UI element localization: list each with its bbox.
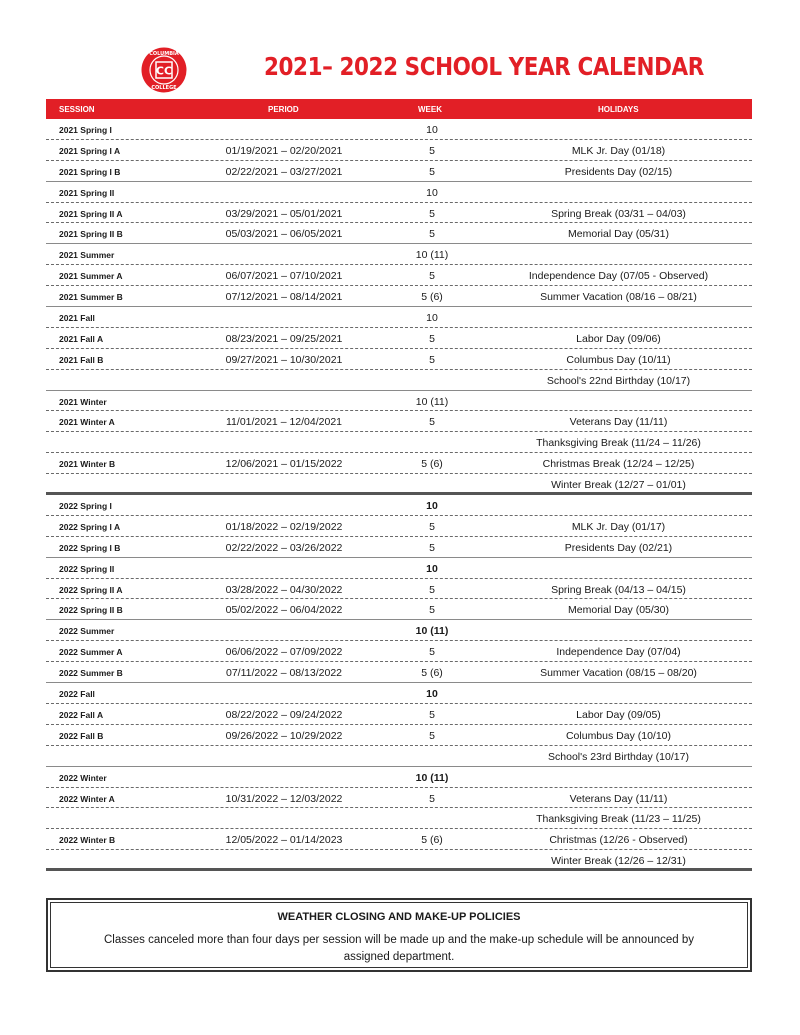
session-cell: 2021 Winter B xyxy=(59,459,116,470)
holiday-cell: Thanksgiving Break (11/23 – 11/25) xyxy=(536,813,701,826)
week-cell: 5 (6) xyxy=(421,834,443,847)
week-cell: 5 xyxy=(429,708,435,721)
holiday-cell: Labor Day (09/06) xyxy=(576,332,661,345)
holiday-cell: Memorial Day (05/30) xyxy=(568,604,669,617)
week-cell: 5 xyxy=(429,541,435,554)
table-row xyxy=(46,370,752,391)
week-cell: 10 (11) xyxy=(415,625,449,638)
session-cell: 2021 Spring I A xyxy=(59,145,121,156)
holiday-cell: Veterans Day (11/11) xyxy=(569,792,668,805)
table-row xyxy=(46,432,752,453)
session-cell: 2022 Winter A xyxy=(59,793,115,804)
week-cell: 5 xyxy=(429,207,435,220)
session-cell: 2022 Winter xyxy=(59,772,107,783)
table-row xyxy=(46,558,752,579)
session-cell: 2021 Winter A xyxy=(59,417,115,428)
period-cell: 10/31/2022 – 12/03/2022 xyxy=(225,792,343,805)
holiday-cell: Memorial Day (05/31) xyxy=(568,228,669,241)
table-row xyxy=(46,474,752,495)
session-cell: 2022 Spring II B xyxy=(59,605,123,616)
holiday-cell: Columbus Day (10/11) xyxy=(566,353,671,366)
period-cell: 08/22/2022 – 09/24/2022 xyxy=(225,708,343,721)
week-cell: 5 xyxy=(429,729,435,742)
policy-title: WEATHER CLOSING AND MAKE-UP POLICIES xyxy=(277,911,521,923)
holiday-cell: MLK Jr. Day (01/17) xyxy=(571,520,666,533)
session-cell: 2021 Spring II B xyxy=(59,229,123,240)
holiday-cell: Presidents Day (02/15) xyxy=(564,165,673,178)
table-row xyxy=(46,182,752,203)
week-cell: 10 (11) xyxy=(415,395,449,408)
table-row xyxy=(46,599,752,620)
table-row xyxy=(46,662,752,683)
holiday-cell: School's 22nd Birthday (10/17) xyxy=(546,374,691,387)
period-cell: 03/29/2021 – 05/01/2021 xyxy=(225,207,343,220)
holiday-cell: Summer Vacation (08/16 – 08/21) xyxy=(540,291,697,304)
week-cell: 5 xyxy=(429,604,435,617)
period-cell: 05/03/2021 – 06/05/2021 xyxy=(225,228,343,241)
table-row xyxy=(46,286,752,307)
session-cell: 2022 Spring I xyxy=(59,501,112,512)
period-cell: 02/22/2022 – 03/26/2022 xyxy=(225,541,343,554)
table-row xyxy=(46,161,752,182)
holiday-cell: Independence Day (07/04) xyxy=(556,646,681,659)
session-cell: 2022 Fall xyxy=(59,689,95,700)
week-cell: 5 xyxy=(429,165,435,178)
table-row xyxy=(46,349,752,370)
period-cell: 06/06/2022 – 07/09/2022 xyxy=(225,646,343,659)
table-row xyxy=(46,537,752,558)
table-row xyxy=(46,453,752,474)
session-cell: 2022 Summer xyxy=(59,626,115,637)
session-cell: 2021 Fall A xyxy=(59,333,104,344)
table-row xyxy=(46,223,752,244)
table-row xyxy=(46,850,752,871)
holiday-cell: Spring Break (03/31 – 04/03) xyxy=(551,207,686,220)
period-cell: 02/22/2021 – 03/27/2021 xyxy=(225,165,343,178)
session-cell: 2022 Spring I B xyxy=(59,542,121,553)
holiday-cell: Summer Vacation (08/15 – 08/20) xyxy=(540,667,697,680)
week-cell: 10 (11) xyxy=(415,249,449,262)
table-row xyxy=(46,829,752,850)
table-row xyxy=(46,307,752,328)
period-cell: 01/19/2021 – 02/20/2021 xyxy=(225,144,343,157)
session-cell: 2021 Winter xyxy=(59,396,107,407)
college-seal-logo xyxy=(141,47,187,93)
table-row xyxy=(46,704,752,725)
period-cell: 05/02/2022 – 06/04/2022 xyxy=(225,604,343,617)
calendar-table xyxy=(46,99,752,871)
holiday-cell: Winter Break (12/26 – 12/31) xyxy=(551,855,686,868)
period-cell: 07/11/2022 – 08/13/2022 xyxy=(226,667,342,680)
table-row xyxy=(46,746,752,767)
week-cell: 10 xyxy=(426,688,438,701)
table-body xyxy=(46,119,752,871)
period-cell: 06/07/2021 – 07/10/2021 xyxy=(225,270,343,283)
session-cell: 2021 Spring I B xyxy=(59,166,121,177)
session-cell: 2022 Winter B xyxy=(59,835,116,846)
svg-text:COLUMBIA: COLUMBIA xyxy=(149,51,179,57)
week-cell: 10 xyxy=(426,500,438,513)
holiday-cell: Labor Day (09/05) xyxy=(576,708,661,721)
holiday-cell: Independence Day (07/05 - Observed) xyxy=(528,270,709,283)
session-cell: 2022 Summer A xyxy=(59,647,123,658)
period-cell: 12/06/2021 – 01/15/2022 xyxy=(225,458,343,471)
week-cell: 5 xyxy=(429,583,435,596)
session-cell: 2021 Summer B xyxy=(59,292,123,303)
session-cell: 2022 Fall B xyxy=(59,730,104,741)
svg-text:COLLEGE: COLLEGE xyxy=(151,85,177,91)
week-cell: 10 xyxy=(426,562,438,575)
table-row xyxy=(46,767,752,788)
week-cell: 5 xyxy=(429,520,435,533)
table-row xyxy=(46,203,752,224)
period-cell: 11/01/2021 – 12/04/2021 xyxy=(226,416,342,429)
session-cell: 2021 Summer A xyxy=(59,271,123,282)
header-holidays: HOLIDAYS xyxy=(598,105,639,114)
table-row xyxy=(46,495,752,516)
table-row xyxy=(46,119,752,140)
week-cell: 5 xyxy=(429,144,435,157)
week-cell: 10 (11) xyxy=(415,771,449,784)
week-cell: 5 (6) xyxy=(421,667,443,680)
period-cell: 01/18/2022 – 02/19/2022 xyxy=(225,520,343,533)
period-cell: 07/12/2021 – 08/14/2021 xyxy=(225,291,343,304)
table-row xyxy=(46,140,752,161)
holiday-cell: Spring Break (04/13 – 04/15) xyxy=(551,583,686,596)
period-cell: 03/28/2022 – 04/30/2022 xyxy=(225,583,343,596)
holiday-cell: Presidents Day (02/21) xyxy=(564,541,673,554)
week-cell: 5 xyxy=(429,353,435,366)
table-row xyxy=(46,244,752,265)
table-row xyxy=(46,411,752,432)
table-row xyxy=(46,808,752,829)
session-cell: 2021 Spring I xyxy=(59,125,112,135)
holiday-cell: Christmas Break (12/24 – 12/25) xyxy=(542,458,695,471)
table-row xyxy=(46,391,752,412)
holiday-cell: School's 23rd Birthday (10/17) xyxy=(548,750,689,763)
header-week: WEEK xyxy=(418,105,442,114)
policy-text: Classes canceled more than four days per session will be made up and the make-up schedule will be announced by assigned department. xyxy=(103,934,695,963)
table-row xyxy=(46,620,752,641)
header-session: SESSION xyxy=(59,105,95,114)
table-header xyxy=(46,99,752,119)
session-cell: 2021 Spring II A xyxy=(59,208,123,219)
policy-box xyxy=(46,898,752,972)
session-cell: 2022 Spring II xyxy=(59,563,115,574)
session-cell: 2022 Spring II A xyxy=(59,584,123,595)
page-title: 2021– 2022 SCHOOL YEAR CALENDAR xyxy=(264,52,704,81)
session-cell: 2022 Spring I A xyxy=(59,521,121,532)
period-cell: 08/23/2021 – 09/25/2021 xyxy=(225,332,343,345)
holiday-cell: Winter Break (12/27 – 01/01) xyxy=(551,479,686,492)
table-row xyxy=(46,579,752,600)
session-cell: 2022 Fall A xyxy=(59,709,104,720)
session-cell: 2021 Summer xyxy=(59,250,115,261)
session-cell: 2021 Fall xyxy=(59,313,95,324)
table-row xyxy=(46,683,752,704)
week-cell: 10 xyxy=(426,124,438,136)
week-cell: 10 xyxy=(426,312,438,325)
week-cell: 5 (6) xyxy=(421,291,443,304)
svg-text:CC: CC xyxy=(155,64,173,78)
holiday-cell: Columbus Day (10/10) xyxy=(565,729,672,742)
week-cell: 5 xyxy=(429,270,435,283)
table-row xyxy=(46,265,752,286)
holiday-cell: Thanksgiving Break (11/24 – 11/26) xyxy=(536,437,701,450)
holiday-cell: Veterans Day (11/11) xyxy=(569,416,668,429)
week-cell: 5 xyxy=(429,228,435,241)
session-cell: 2022 Summer B xyxy=(59,668,123,679)
week-cell: 5 xyxy=(429,646,435,659)
holiday-cell: MLK Jr. Day (01/18) xyxy=(571,144,666,157)
holiday-cell: Christmas (12/26 - Observed) xyxy=(549,834,688,847)
week-cell: 10 xyxy=(426,186,438,199)
session-cell: 2021 Fall B xyxy=(59,354,104,365)
period-cell: 09/27/2021 – 10/30/2021 xyxy=(225,353,343,366)
header-period: PERIOD xyxy=(268,105,299,114)
week-cell: 5 xyxy=(429,332,435,345)
week-cell: 5 xyxy=(429,792,435,805)
week-cell: 5 xyxy=(429,416,435,429)
table-row xyxy=(46,725,752,746)
table-row xyxy=(46,641,752,662)
table-row xyxy=(46,516,752,537)
period-cell: 09/26/2022 – 10/29/2022 xyxy=(225,729,343,742)
table-row xyxy=(46,328,752,349)
week-cell: 5 (6) xyxy=(421,458,443,471)
session-cell: 2021 Spring II xyxy=(59,187,115,198)
period-cell: 12/05/2022 – 01/14/2023 xyxy=(225,834,343,847)
table-row xyxy=(46,788,752,809)
